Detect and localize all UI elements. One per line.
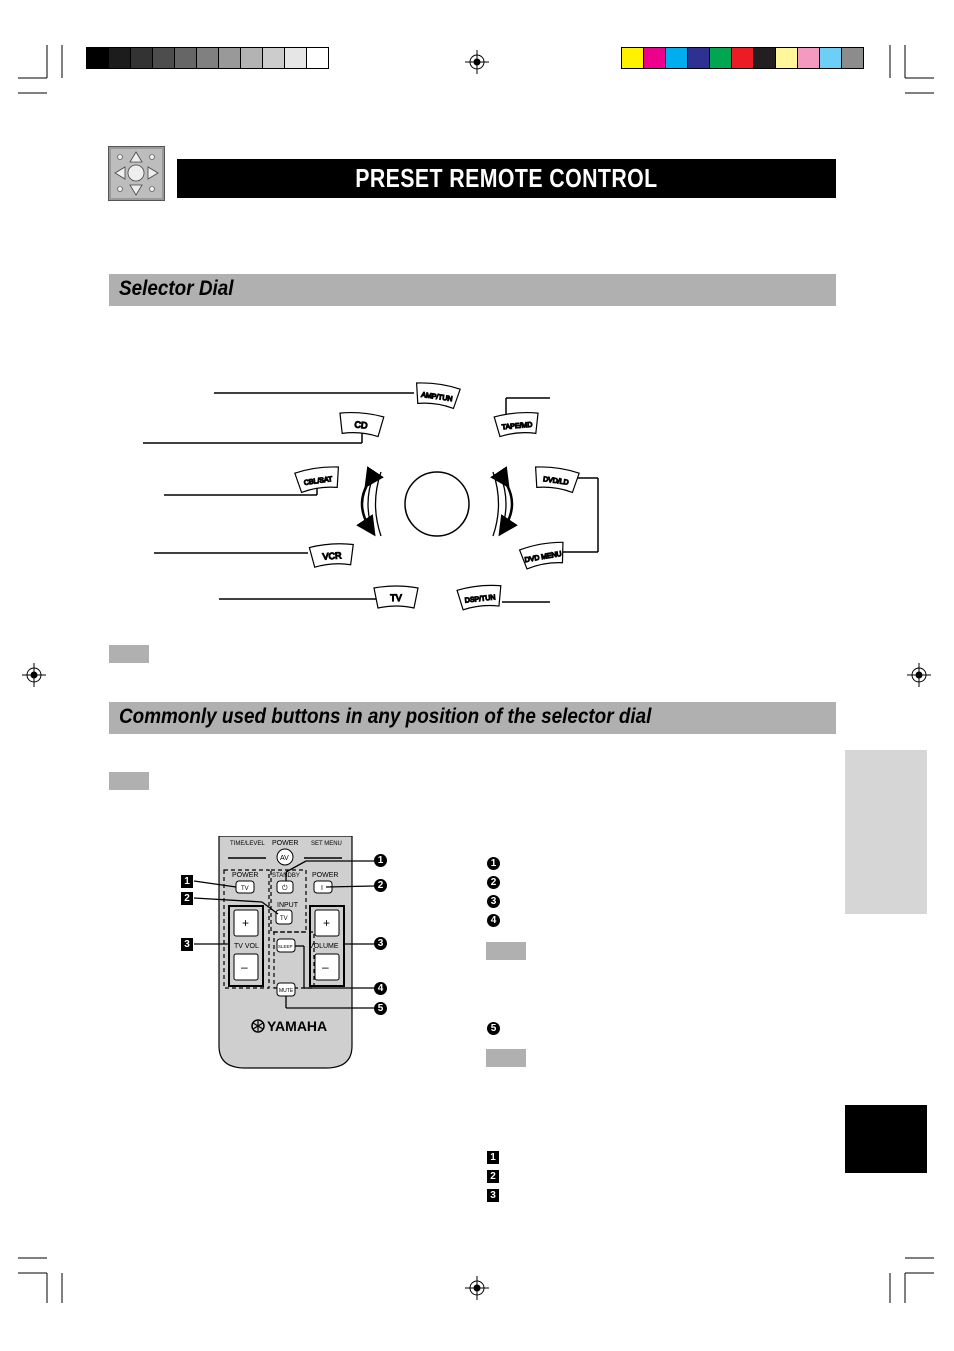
tv-vol-plus: + <box>242 916 250 930</box>
side-section-tab <box>845 750 927 914</box>
dial-position-tape-md <box>494 411 540 437</box>
dial-position-label: CD <box>354 419 368 431</box>
note-label-box <box>486 1049 526 1067</box>
power-right-label: POWER <box>312 872 339 879</box>
registration-mark-top <box>465 50 489 74</box>
tv-vol-minus: – <box>241 960 248 974</box>
callout-circle-4: 4 <box>374 982 387 995</box>
dial-position-label: VCR <box>322 550 342 562</box>
dial-position-label: AMP/TUN <box>420 391 453 404</box>
registration-mark-bottom <box>465 1276 489 1300</box>
callout-square-1: 1 <box>181 875 193 888</box>
time-level-label: TIME/LEVEL <box>230 841 265 847</box>
section-header-selector-dial <box>109 274 836 306</box>
note-label-box <box>486 942 526 960</box>
input-tv-label: TV <box>280 916 288 922</box>
sleep-label: SLEEP <box>278 944 293 949</box>
remote-control-illustration <box>176 836 396 1072</box>
svg-text:⏻: ⏻ <box>282 885 288 892</box>
callout-square-2: 2 <box>181 892 193 905</box>
dial-position-cbl-sat <box>295 465 342 493</box>
note-label-box <box>109 772 149 790</box>
registration-mark-left <box>22 663 46 687</box>
dial-position-amp-tun <box>414 381 461 409</box>
list-circle-4: 4 <box>487 914 500 927</box>
volume-label: VOLUME <box>309 943 339 950</box>
volume-plus: + <box>323 916 331 930</box>
power-tv-label: POWER <box>232 872 259 879</box>
standby-label: STANDBY <box>272 873 300 879</box>
svg-text:I: I <box>321 885 323 892</box>
dial-position-cd <box>338 411 384 437</box>
selector-dial-diagram <box>100 370 620 620</box>
dial-position-label: TV <box>390 593 402 603</box>
callout-circle-1: 1 <box>374 854 387 867</box>
section-header-common-buttons <box>109 702 836 734</box>
volume-minus: – <box>322 960 329 974</box>
list-circle-3: 3 <box>487 895 500 908</box>
dial-position-dvd-menu <box>519 540 566 569</box>
tv-vol-label: TV VOL <box>234 943 259 950</box>
callout-circle-5: 5 <box>374 1002 387 1015</box>
list-square-3: 3 <box>487 1189 499 1202</box>
dial-position-label: DVD MENU <box>524 550 563 565</box>
dial-position-label: CBL/SAT <box>303 476 333 487</box>
page-number-block <box>845 1105 927 1173</box>
callout-circle-2: 2 <box>374 879 387 892</box>
registration-mark-right <box>907 663 931 687</box>
set-menu-label: SET MENU <box>311 841 342 847</box>
section-title: Selector Dial <box>119 277 234 300</box>
brand-label: YAMAHA <box>267 1018 328 1034</box>
power-top-label: POWER <box>272 840 299 847</box>
list-circle-5: 5 <box>487 1022 500 1035</box>
tv-power-label: TV <box>241 886 249 892</box>
dial-position-tv <box>374 586 418 608</box>
dial-position-dvd-ld <box>533 465 580 493</box>
note-label-box <box>109 645 149 663</box>
dial-position-label: DSP/TUN <box>464 594 496 605</box>
remote-dpad-icon <box>108 146 165 201</box>
av-label: AV <box>280 855 289 862</box>
dial-position-label: TAPE/MD <box>501 421 533 432</box>
list-circle-1: 1 <box>487 857 500 870</box>
input-label: INPUT <box>277 902 298 909</box>
section-title: Commonly used buttons in any position of the selector dial <box>119 705 652 728</box>
callout-square-3: 3 <box>181 938 193 951</box>
dial-position-vcr <box>309 542 354 567</box>
mute-label: MUTE <box>279 988 294 994</box>
page-title: PRESET REMOTE CONTROL <box>177 159 836 198</box>
dial-position-dsp-tun <box>457 584 503 610</box>
callout-circle-3: 3 <box>374 937 387 950</box>
list-square-1: 1 <box>487 1151 499 1164</box>
list-circle-2: 2 <box>487 876 500 889</box>
list-square-2: 2 <box>487 1170 499 1183</box>
dial-position-label: DVD/LD <box>542 476 569 487</box>
